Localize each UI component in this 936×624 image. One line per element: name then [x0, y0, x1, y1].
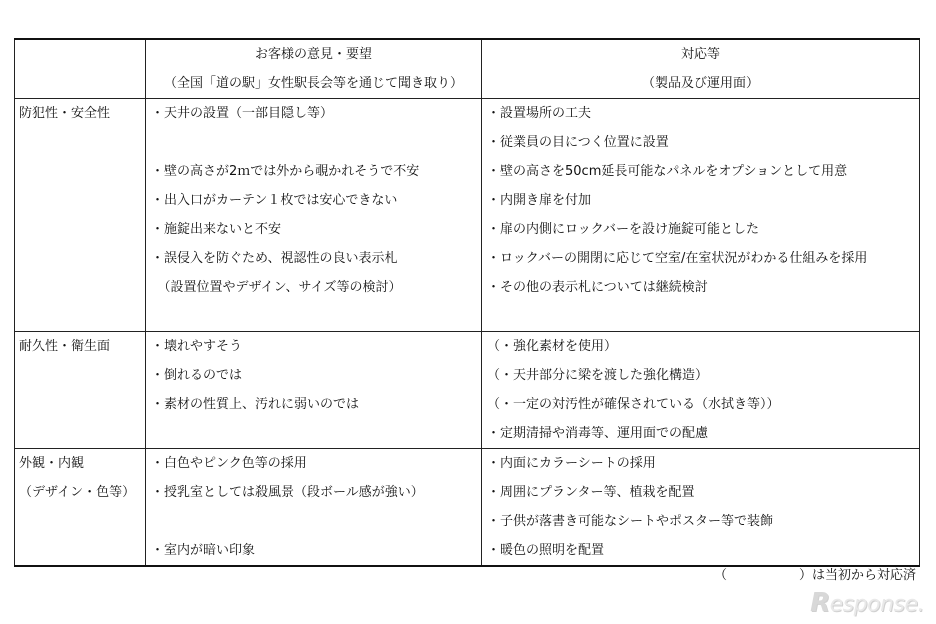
list-item: ・天井の設置（一部目隠し等）	[151, 106, 334, 121]
category-label: 外観・内観	[19, 456, 85, 471]
table-row	[15, 332, 920, 449]
watermark-initial: R	[810, 588, 830, 618]
category-label: （デザイン・色等）	[19, 485, 136, 500]
list-item: ・その他の表示札については継続検討	[487, 280, 708, 295]
list-item: ・暖色の照明を配置	[487, 543, 605, 558]
list-item: ・壊れやすそう	[151, 339, 243, 354]
responses-cell	[482, 449, 920, 567]
responses-cell	[482, 99, 920, 332]
list-item	[146, 507, 481, 536]
list-item: ・室内が暗い印象	[151, 543, 256, 558]
footnote	[714, 563, 916, 589]
table-row	[15, 99, 920, 332]
list-item: ・内開き扉を付加	[487, 193, 592, 208]
opinions-cell	[146, 332, 482, 449]
category-cell	[15, 332, 146, 449]
table-row	[15, 449, 920, 567]
category-cell	[15, 99, 146, 332]
list-item: ・定期清掃や消毒等、運用面での配慮	[487, 426, 709, 441]
header-row	[15, 39, 920, 99]
opinions-cell	[146, 99, 482, 332]
category-cell	[15, 449, 146, 567]
list-item: （・天井部分に梁を渡した強化構造）	[487, 368, 709, 383]
list-item: ・ロックバーの開閉に応じて空室/在室状況がわかる仕組みを採用	[487, 251, 868, 266]
header-empty-cell	[15, 39, 146, 99]
opinions-response-table	[14, 38, 920, 567]
watermark-rest: esponse.	[829, 592, 924, 617]
list-item: ・内面にカラーシートの採用	[487, 456, 656, 471]
header-responses-subtitle: （製品及び運用面）	[641, 76, 759, 91]
responses-cell	[482, 332, 920, 449]
list-item: （設置位置やデザイン、サイズ等の検討）	[151, 280, 402, 295]
list-item: ・周囲にプランター等、植栽を配置	[487, 485, 695, 500]
list-item: （・強化素材を使用）	[487, 339, 618, 354]
footnote-open-paren: （	[713, 568, 727, 583]
response-watermark-logo	[810, 588, 924, 618]
header-opinions-cell	[146, 39, 482, 99]
list-item: ・設置場所の工夫	[487, 106, 592, 121]
header-opinions-title: お客様の意見・要望	[254, 47, 372, 62]
list-item: ・従業員の目につく位置に設置	[487, 135, 669, 150]
list-item	[146, 419, 481, 448]
header-responses-cell	[482, 39, 920, 99]
list-item: ・施錠出来ないと不安	[151, 222, 282, 237]
list-item: ・子供が落書き可能なシートやポスター等で装飾	[487, 514, 774, 529]
list-item: ・壁の高さが2ｍでは外から覗かれそうで不安	[151, 164, 420, 179]
opinions-cell	[146, 449, 482, 567]
header-responses-title: 対応等	[680, 47, 720, 62]
list-item: ・誤侵入を防ぐため、視認性の良い表示札	[151, 251, 398, 266]
header-opinions-subtitle: （全国「道の駅」女性駅長会等を通じて聞き取り）	[163, 76, 463, 91]
category-label: 耐久性・衛生面	[19, 339, 111, 354]
list-item: ・授乳室としては殺風景（段ボール感が強い）	[151, 485, 424, 500]
list-item: ・出入口がカーテン１枚では安心できない	[151, 193, 398, 208]
footnote-text: ）は当初から対応済	[798, 568, 916, 583]
list-item: ・倒れるのでは	[151, 368, 243, 383]
list-item: （・一定の対汚性が確保されている（水拭き等））	[487, 397, 780, 412]
list-item	[146, 302, 481, 331]
category-label: 防犯性・安全性	[19, 106, 111, 121]
list-item	[482, 302, 919, 331]
list-item: ・壁の高さを50cm延長可能なパネルをオプションとして用意	[487, 164, 848, 179]
list-item	[146, 128, 481, 157]
list-item: ・素材の性質上、汚れに弱いのでは	[151, 397, 360, 412]
list-item: ・扉の内側にロックバーを設け施錠可能とした	[487, 222, 759, 237]
list-item: ・白色やピンク色等の採用	[151, 456, 307, 471]
